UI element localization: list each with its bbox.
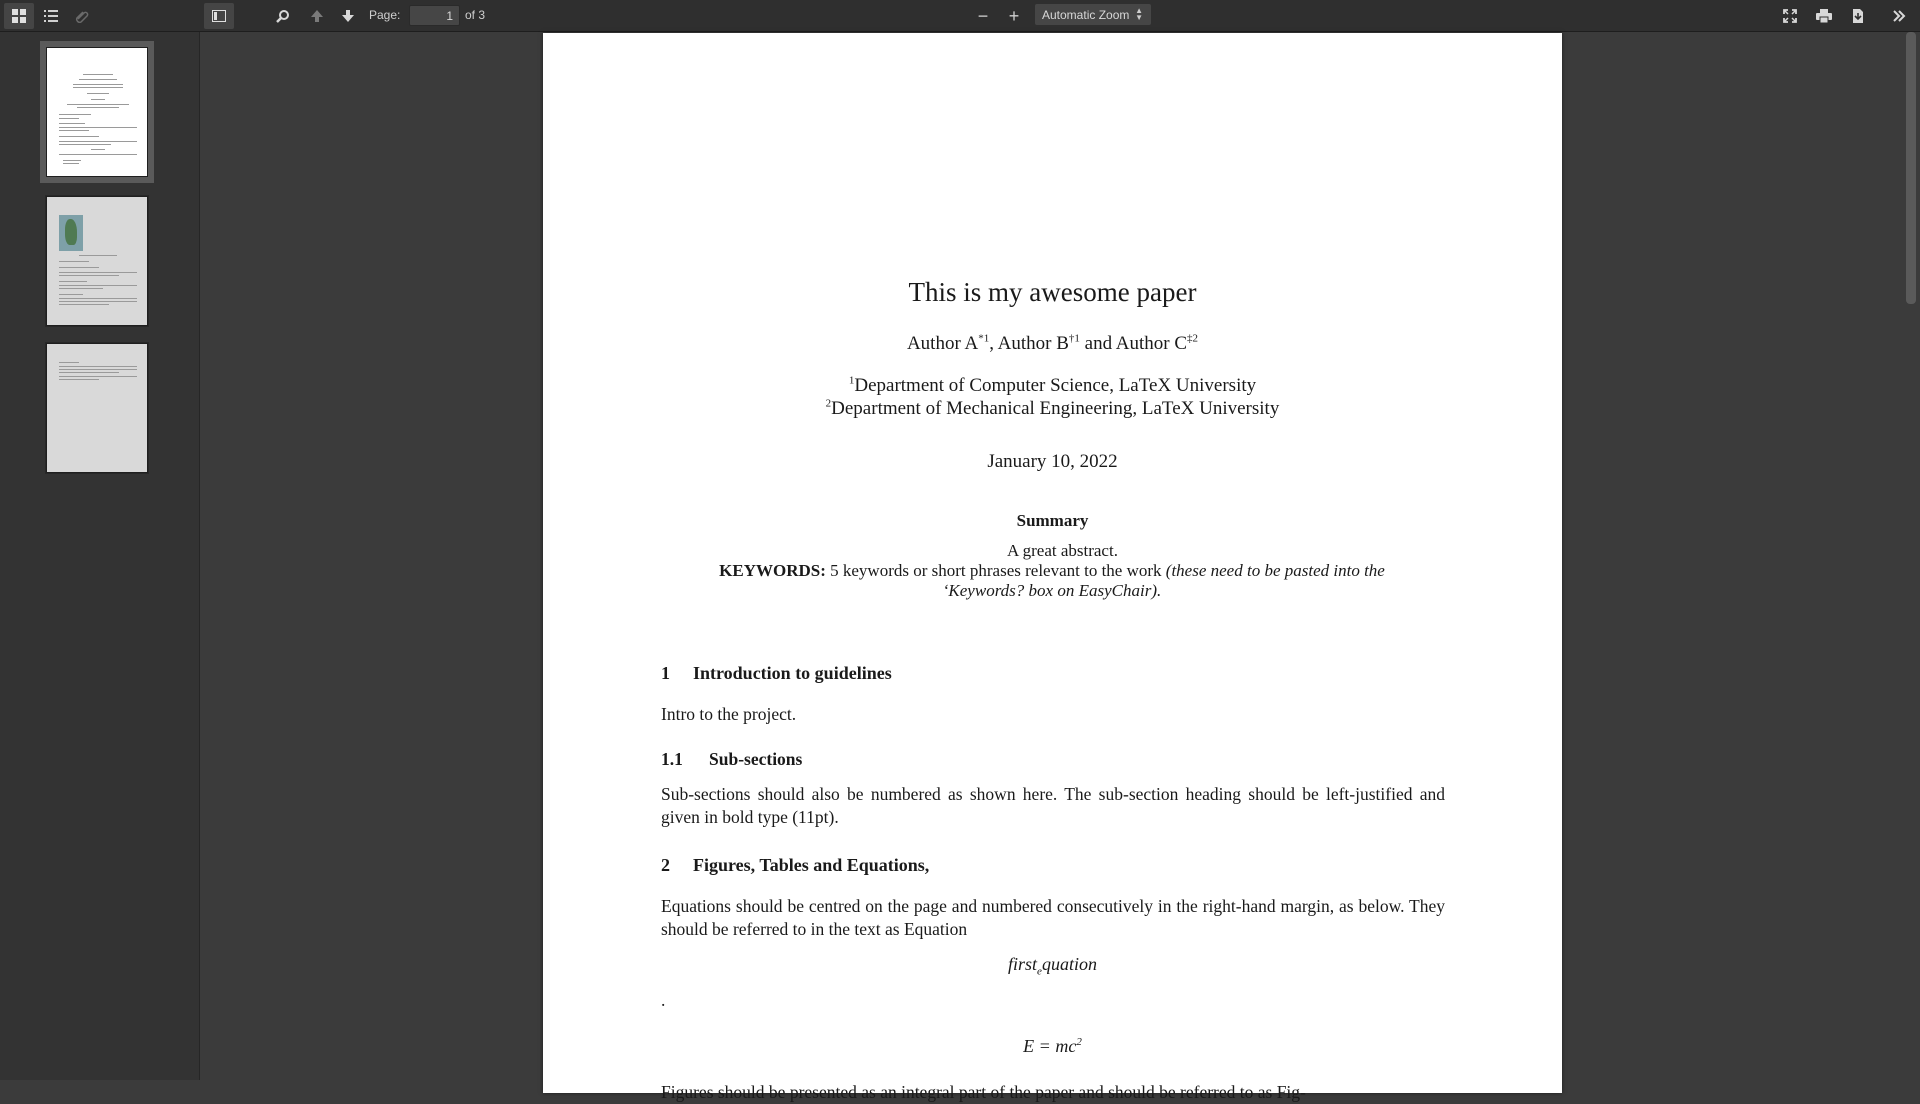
viewer-scrollbar[interactable] <box>1906 32 1916 304</box>
paperclip-icon <box>75 9 89 23</box>
subsection-1-1-heading: 1.1 Sub-sections <box>661 749 803 769</box>
fullscreen-icon <box>1783 9 1797 23</box>
toggle-sidebar-button[interactable] <box>204 3 234 29</box>
subsection-paragraph: Sub-sections should also be numbered as shown here. The sub-section heading should be left-justified and given in bold type (11pt). <box>661 784 1445 827</box>
find-button[interactable] <box>268 3 298 29</box>
equation-emc2: $E = mc^2$ <box>1023 1036 1082 1056</box>
page-thumbnail-1[interactable] <box>46 47 148 177</box>
page-thumbnail-2[interactable] <box>46 196 148 326</box>
page-number-input[interactable] <box>409 5 460 26</box>
previous-page-button[interactable] <box>302 3 332 29</box>
list-icon <box>44 9 58 23</box>
thumbnail-sidebar <box>0 32 200 1080</box>
equation-reference: first$_e$quation <box>1008 954 1097 978</box>
equations-paragraph: Equations should be centred on the page and numbered consecutively in the right-hand margin, as below. They should be referred to in the text as Equation <box>661 896 1445 939</box>
presentation-mode-button[interactable] <box>1775 3 1805 29</box>
period-line: . <box>661 990 666 1010</box>
thumbnails-view-button[interactable] <box>4 3 34 29</box>
download-button[interactable] <box>1843 3 1873 29</box>
zoom-select[interactable] <box>1035 4 1151 25</box>
paper-date: January 10, 2022 <box>987 451 1118 472</box>
zoom-in-button[interactable] <box>999 3 1029 29</box>
outline-view-button[interactable] <box>36 3 66 29</box>
tools-menu-button[interactable] <box>1884 3 1914 29</box>
next-page-button[interactable] <box>333 3 363 29</box>
affiliation-1: $^1$Department of Computer Science, LaTeX University <box>848 374 1257 396</box>
search-icon <box>276 9 290 23</box>
paper-title: This is my awesome paper <box>908 277 1197 307</box>
map-thumbnail-image <box>59 215 83 251</box>
page-label: Page: <box>369 8 401 22</box>
double-chevron-right-icon <box>1892 9 1906 23</box>
paper-authors: Author $A^{*1}$, Author $B^{\dagger 1}$ and Author $C^{\ddagger 2}$ <box>906 332 1199 354</box>
keywords-block: KEYWORDS: 5 keywords or short phrases relevant to the work (these need to be pasted into the ‘Keywords? box on EasyChair). <box>719 561 1385 600</box>
zoom-out-button[interactable] <box>968 3 998 29</box>
select-arrows-icon: ▲ ▼ <box>1135 6 1143 22</box>
arrow-up-icon <box>310 9 324 23</box>
summary-heading: Summary <box>1016 511 1089 530</box>
section-1-heading: 1 Introduction to guidelines <box>661 663 892 683</box>
plus-icon: + <box>1008 5 1020 26</box>
sidebar-icon <box>212 9 226 23</box>
printer-icon <box>1816 9 1832 23</box>
download-icon <box>1851 9 1865 23</box>
figures-paragraph: Figures should be presented as an integral part of the paper and should be referred to as Fig- <box>661 1082 1306 1102</box>
minus-icon: − <box>977 5 989 26</box>
intro-paragraph: Intro to the project. <box>661 704 797 724</box>
zoom-select-value: Automatic Zoom <box>1042 7 1130 22</box>
page-thumbnail-3[interactable] <box>46 343 148 473</box>
grid-icon <box>12 9 26 23</box>
arrow-down-icon <box>341 9 355 23</box>
toolbar <box>0 0 1920 32</box>
attachments-view-button[interactable] <box>67 3 97 29</box>
print-button[interactable] <box>1809 3 1839 29</box>
abstract-text: A great abstract. <box>1007 541 1118 560</box>
affiliation-2: $^2$Department of Mechanical Engineering, LaTeX University <box>825 397 1280 419</box>
section-2-heading: 2 Figures, Tables and Equations, <box>661 855 930 875</box>
page-count: of 3 <box>465 8 486 22</box>
pdf-page-1 <box>543 33 1562 1102</box>
